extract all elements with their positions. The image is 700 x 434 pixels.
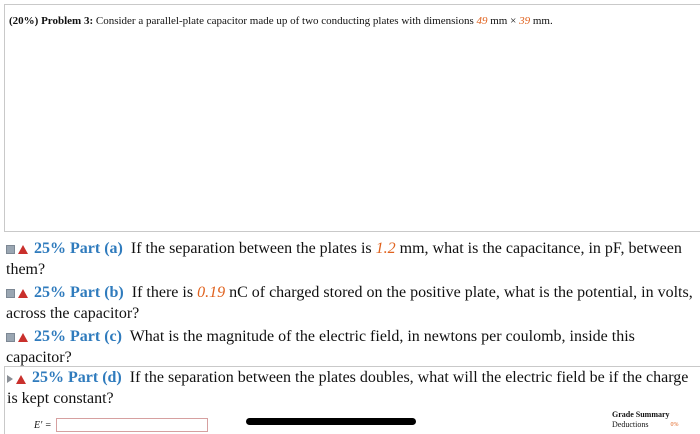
small-square-icon bbox=[6, 333, 15, 342]
parts-list bbox=[6, 238, 696, 370]
deductions-value: 0% bbox=[670, 422, 679, 428]
part-d-title[interactable]: 25% Part (d) bbox=[32, 369, 122, 386]
problem-title: Problem 3: bbox=[41, 15, 94, 27]
part-b-text-before: If there is bbox=[131, 284, 194, 301]
part-a[interactable] bbox=[6, 238, 696, 280]
warning-triangle-icon bbox=[18, 245, 28, 254]
part-c-text: What is the magnitude of the electric field, in newtons per coulomb, inside this capacitor? bbox=[6, 328, 635, 366]
answer-label: E' = bbox=[34, 419, 52, 431]
dimension-2-unit: mm. bbox=[532, 15, 553, 27]
problem-statement-box bbox=[4, 4, 700, 232]
small-square-icon bbox=[6, 289, 15, 298]
warning-triangle-icon bbox=[18, 289, 28, 298]
part-b-title[interactable]: 25% Part (b) bbox=[34, 284, 124, 301]
problem-text: Consider a parallel-plate capacitor made up of two conducting plates with dimensions bbox=[95, 15, 474, 27]
part-a-text-before: If the separation between the plates is bbox=[130, 240, 372, 257]
small-square-icon bbox=[6, 245, 15, 254]
part-c[interactable] bbox=[6, 326, 696, 368]
part-a-text-after: mm, what is the capacitance, in pF, between them? bbox=[6, 240, 682, 278]
problem-weight: (20%) bbox=[9, 15, 39, 27]
answer-row bbox=[34, 418, 208, 432]
answer-input[interactable] bbox=[56, 418, 208, 432]
deductions-label: Deductions bbox=[612, 420, 649, 429]
dimension-1-value: 49 bbox=[476, 15, 488, 27]
dimension-2-value: 39 bbox=[519, 15, 531, 27]
part-d-text: If the separation between the plates doubles, what will the electric field be if the charge is kept constant? bbox=[7, 369, 689, 407]
part-a-title[interactable]: 25% Part (a) bbox=[34, 240, 123, 257]
play-arrow-icon[interactable] bbox=[7, 375, 13, 383]
part-b-value: 0.19 bbox=[197, 284, 226, 301]
warning-triangle-icon bbox=[18, 333, 28, 342]
part-c-title[interactable]: 25% Part (c) bbox=[34, 328, 122, 345]
grade-summary-title: Grade Summary bbox=[612, 410, 670, 419]
problem-header bbox=[9, 15, 553, 27]
dimension-1-unit: mm × bbox=[490, 15, 517, 27]
part-b-text-after: nC of charged stored on the positive plate, what is the potential, in volts, across the capacitor? bbox=[6, 284, 693, 322]
part-d[interactable] bbox=[7, 367, 695, 409]
part-b[interactable] bbox=[6, 282, 696, 324]
horizontal-scrollbar[interactable] bbox=[246, 418, 416, 425]
grade-summary bbox=[612, 410, 678, 430]
warning-triangle-icon bbox=[16, 375, 26, 384]
part-a-value: 1.2 bbox=[375, 240, 396, 257]
